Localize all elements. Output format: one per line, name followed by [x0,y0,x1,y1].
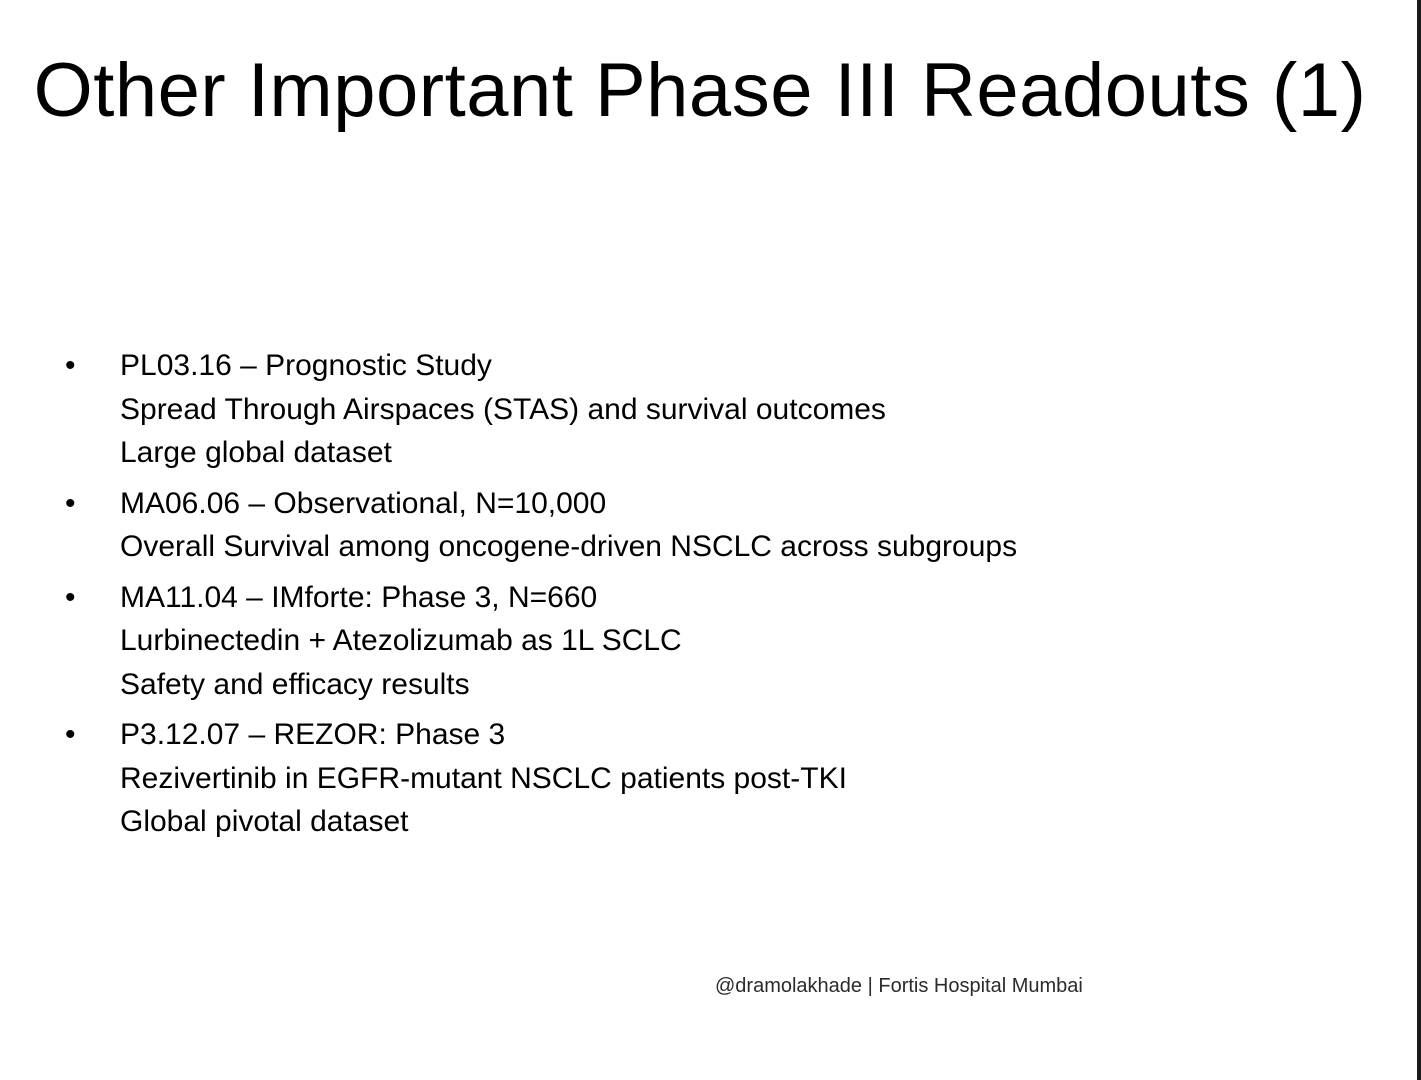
bullet-marker: • [65,349,76,382]
bullet-detail: Spread Through Airspaces (STAS) and survival outcomes [120,392,886,426]
bullet-detail: Overall Survival among oncogene-driven NSCLC across subgroups [120,530,1018,563]
slide-footer: @dramolakhade | Fortis Hospital Mumbai [715,975,1083,997]
bullet-detail: Lurbinectedin + Atezolizumab as 1L SCLC [120,624,682,657]
bullet-detail: Global pivotal dataset [120,805,409,838]
bullet-heading: MA06.06 – Observational, N=10,000 [120,486,607,520]
slide-title: Other Important Phase III Readouts (1) [33,48,1367,133]
bullet-detail: Large global dataset [120,436,392,469]
slide-border [1417,0,1421,1080]
bullet-list [62,344,1262,851]
bullet-heading: P3.12.07 – REZOR: Phase 3 [120,718,506,751]
bullet-detail: Rezivertinib in EGFR-mutant NSCLC patients post-TKI [120,761,847,795]
bullet-heading: MA11.04 – IMforte: Phase 3, N=660 [120,580,598,614]
bullet-item-pl03-16 [62,344,1262,475]
bullet-marker: • [65,580,76,614]
bullet-marker: • [65,718,76,751]
bullet-item-ma11-04 [62,576,1262,707]
bullet-marker: • [65,486,76,520]
bullet-detail: Safety and efficacy results [120,667,470,701]
bullet-heading: PL03.16 – Prognostic Study [120,349,492,382]
bullet-item-p3-12-07 [62,713,1262,844]
bullet-item-ma06-06 [62,482,1262,569]
